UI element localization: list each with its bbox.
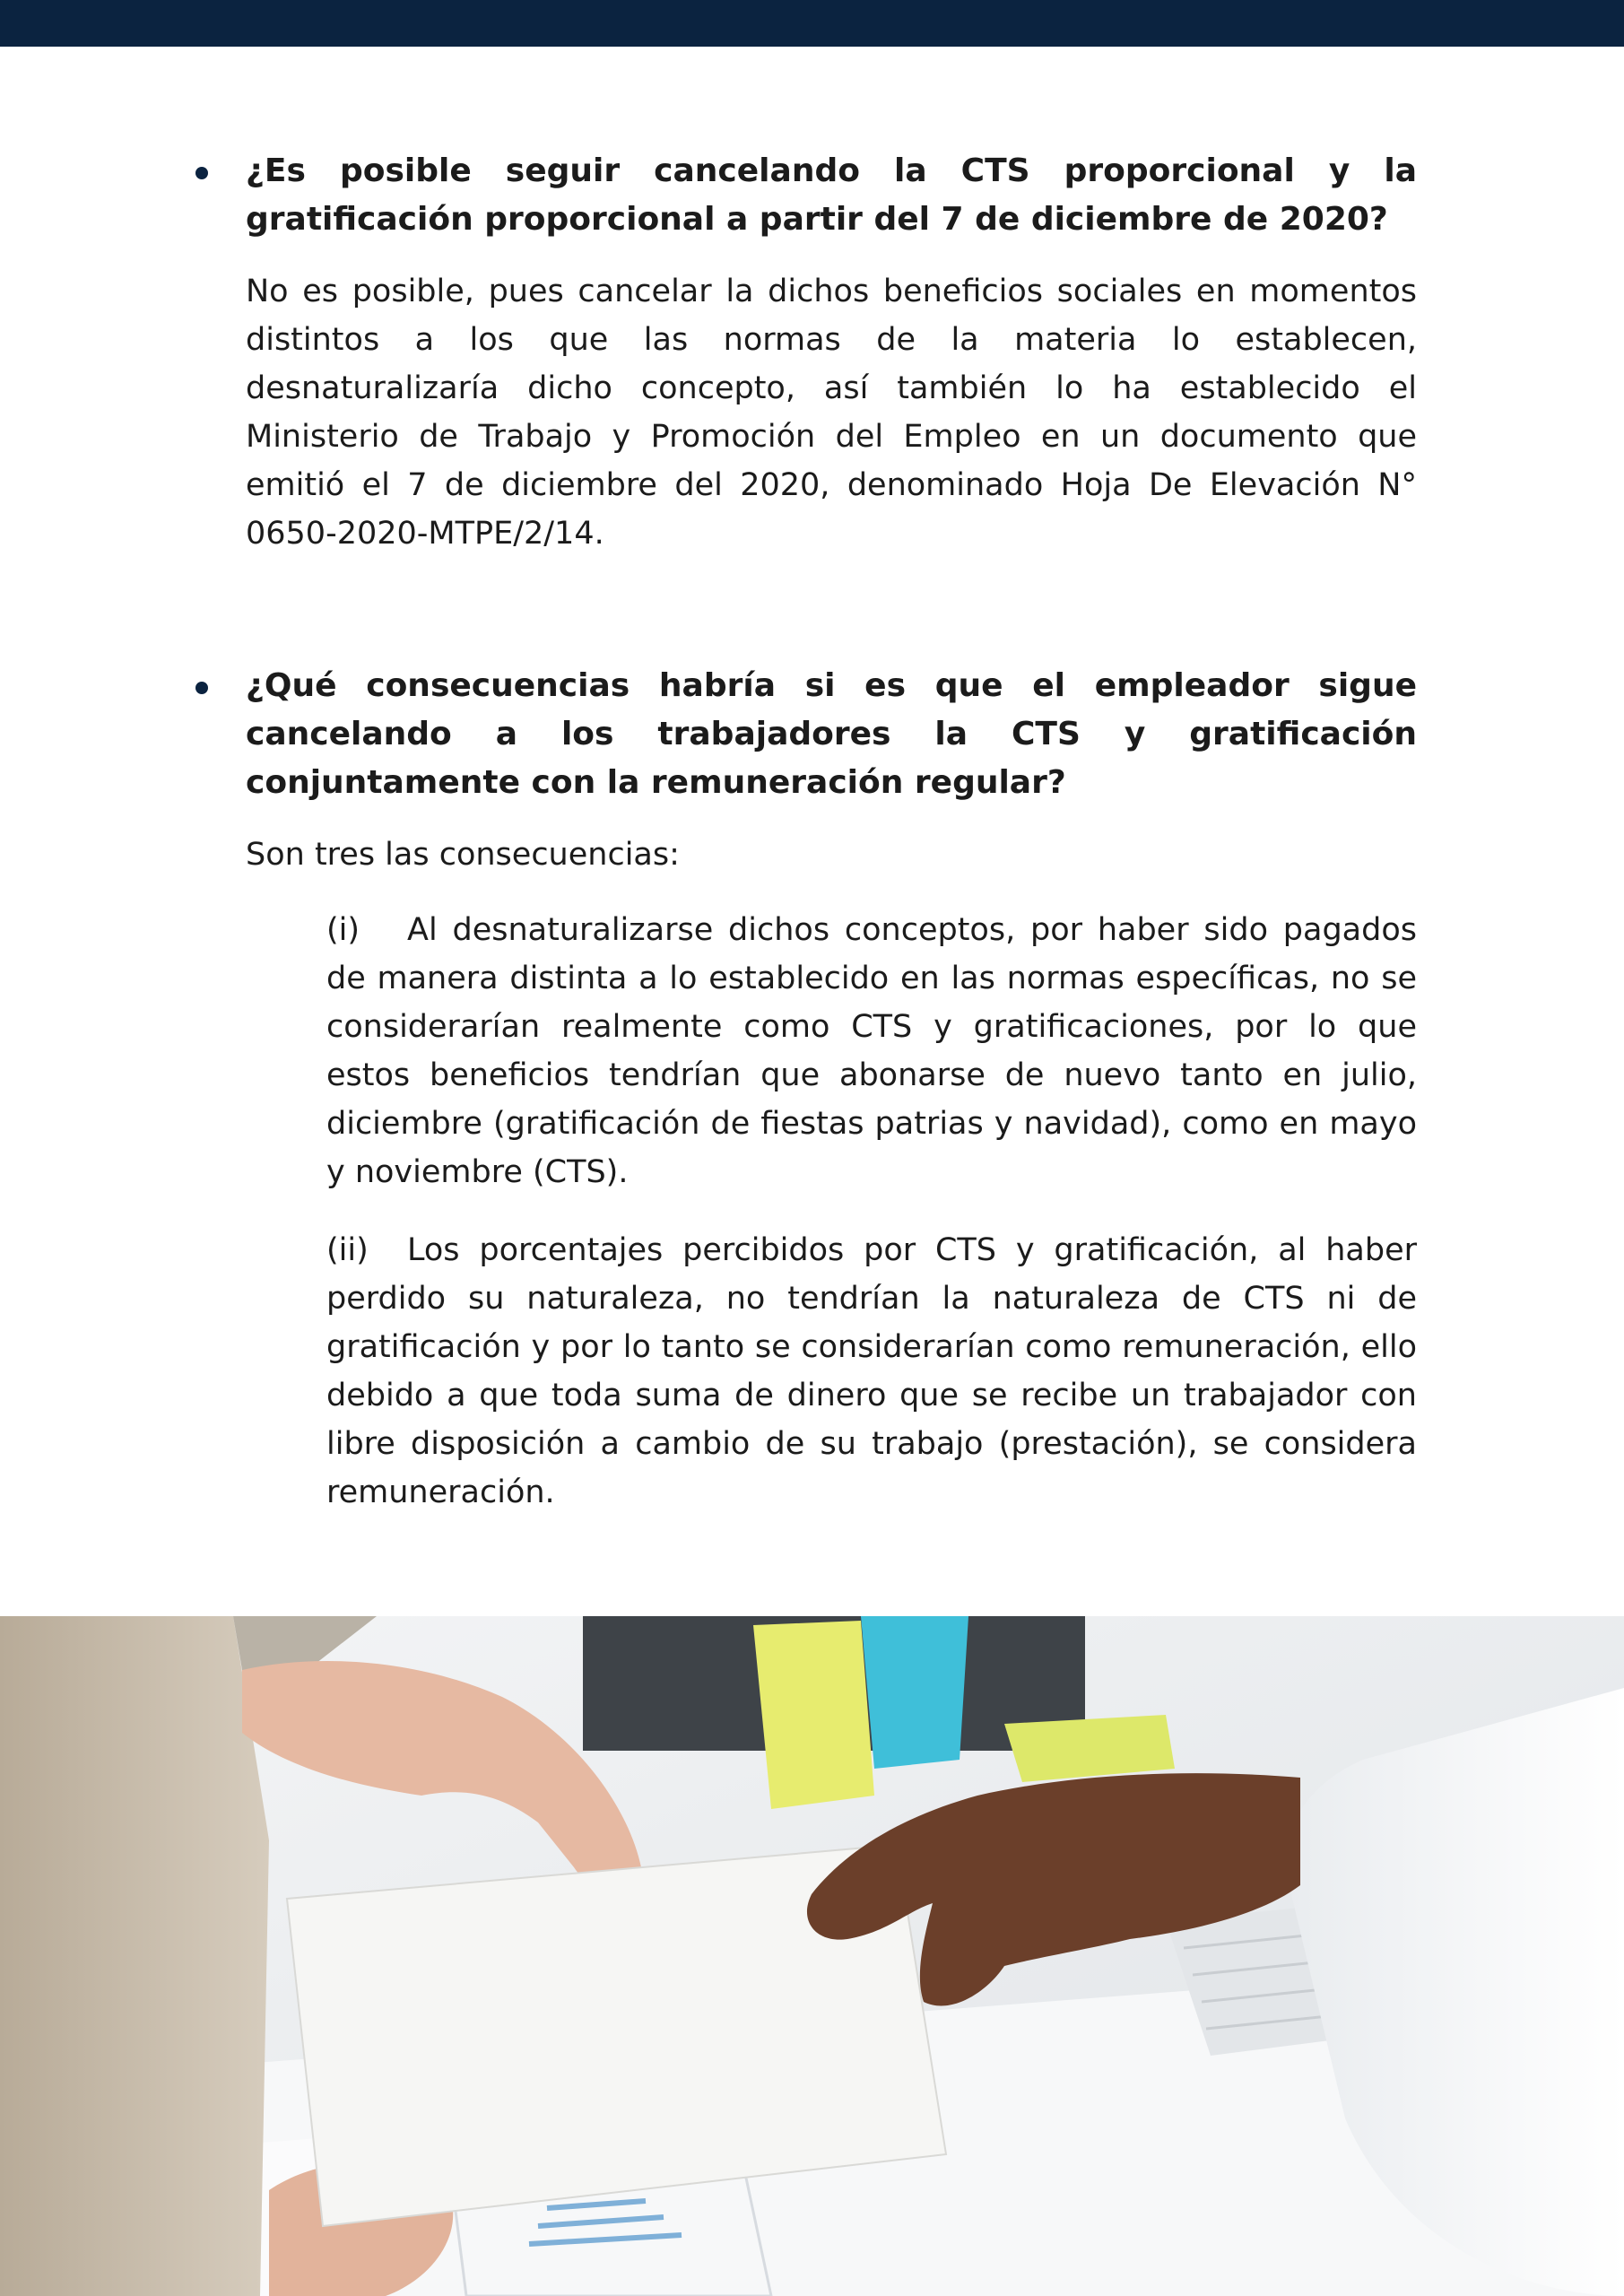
faq-question: ¿Es posible seguir cancelando la CTS proporcional y la gratificación proporcional a partir del 7 de diciembre de 2020? [246,152,1417,238]
faq-intro: Son tres las consecuencias: [246,837,680,873]
consequence-item [326,906,1417,1196]
faq-question: ¿Qué consecuencias habría si es que el empleador sigue cancelando a los trabajadores la CTS y gratificación conjuntamente con la remuneración regular? [246,667,1417,801]
bullet-icon [195,167,208,179]
header-bar [0,0,1624,47]
consequence-item [326,1226,1417,1517]
envelope-handover-photo [0,1616,1624,2296]
bullet-icon [195,682,208,694]
item-marker: (ii) [326,1232,369,1268]
faq-answer: No es posible, pues cancelar la dichos beneficios sociales en momentos distintos a los que las normas de la materia lo establecen, desnaturalizaría dicho concepto, así también lo ha establecido el Ministerio de Trabajo y Promoción del Empleo en un documento que emitió el 7 de diciembre del 2020, denominado Hoja De Elevación N° 0650-2020-MTPE/2/14. [246,274,1417,552]
item-marker: (i) [326,912,360,948]
item-text: Al desnaturalizarse dichos conceptos, por haber sido pagados de manera distinta a lo establecido en las normas específicas, no se considerarían realmente como CTS y gratificaciones, por lo que estos beneficios tendrían que abonarse de nuevo tanto en julio, diciembre (gratificación de fiestas patrias y navidad), como en mayo y noviembre (CTS). [326,912,1417,1190]
item-text: Los porcentajes percibidos por CTS y gratificación, al haber perdido su naturaleza, no tendrían la naturaleza de CTS ni de gratificación y por lo tanto se considerarían como remuneración, ello debido a que toda suma de dinero que se recibe un trabajador con libre disposición a cambio de su trabajo (prestación), se considera remuneración. [326,1232,1417,1510]
